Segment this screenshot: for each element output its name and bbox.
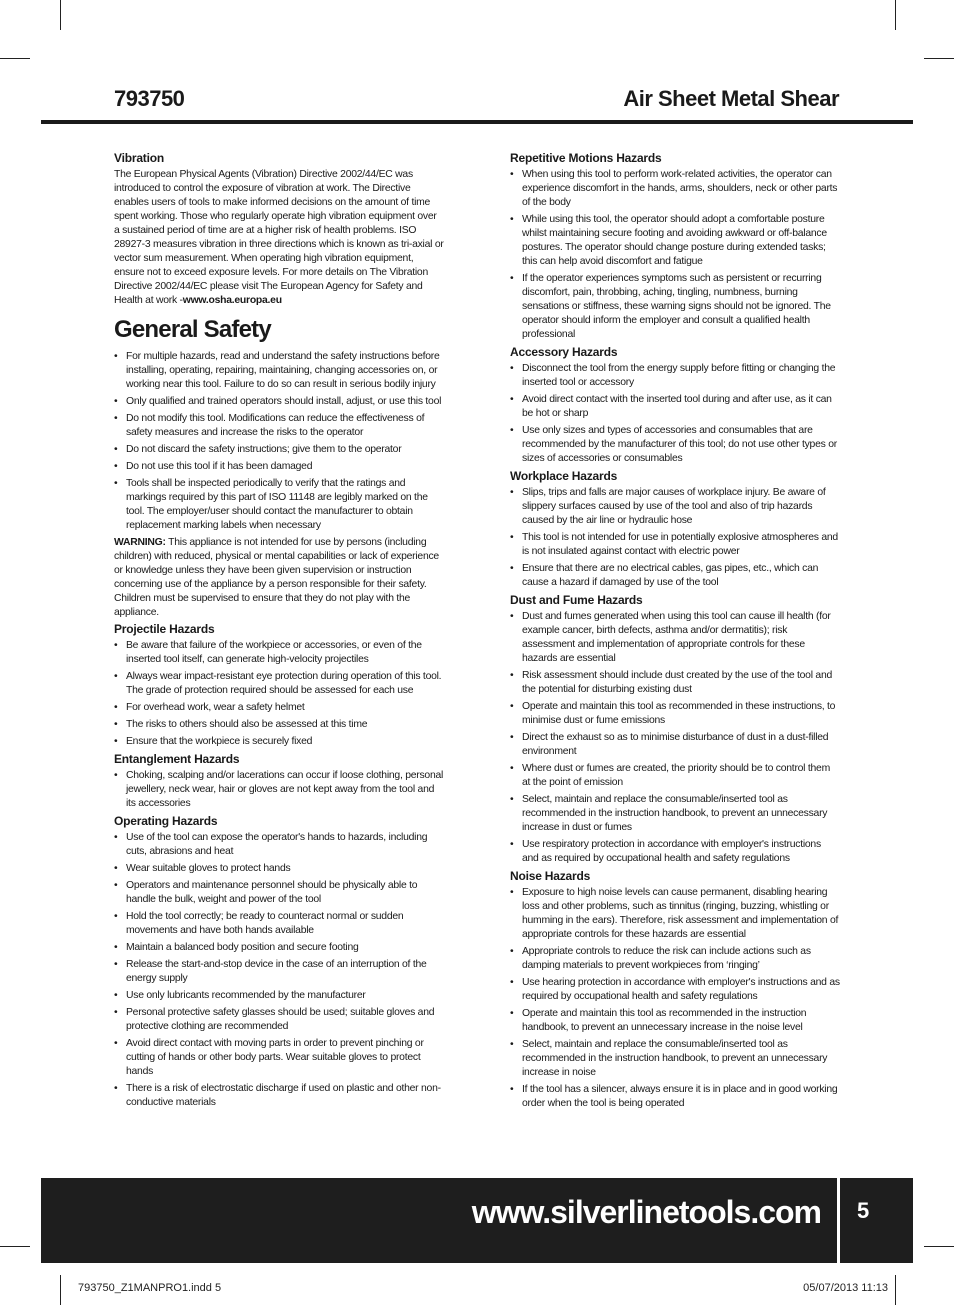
list-item: • Ensure that the workpiece is securely fixed bbox=[114, 735, 444, 749]
product-title: Air Sheet Metal Shear bbox=[623, 86, 839, 111]
operating-heading: Operating Hazards bbox=[114, 814, 218, 828]
list-item: • Slips, trips and falls are major causes of workplace injury. Be aware of slippery surfaces caused by use of the tool and also of trip hazards caused by the air line or hydraulic hose bbox=[510, 486, 840, 528]
list-item: • Disconnect the tool from the energy supply before fitting or changing the inserted tool or accessory bbox=[510, 362, 840, 390]
footer-bar bbox=[41, 1178, 913, 1263]
list-item: • Operate and maintain this tool as recommended in these instructions, to minimise dust or fume emissions bbox=[510, 700, 840, 728]
list-item: • For overhead work, wear a safety helmet bbox=[114, 701, 444, 715]
list-item: • Release the start-and-stop device in the case of an interruption of the energy supply bbox=[114, 958, 444, 986]
noise-list bbox=[510, 886, 840, 1111]
repetitive-heading: Repetitive Motions Hazards bbox=[510, 151, 662, 165]
list-item: • Ensure that there are no electrical cables, gas pipes, etc., which can cause a hazard if damaged by use of the tool bbox=[510, 562, 840, 590]
list-item: • Avoid direct contact with the inserted tool during and after use, as it can be hot or sharp bbox=[510, 393, 840, 421]
warning-paragraph: WARNING: This appliance is not intended for use by persons (including children) with reduced, physical or mental capabilities or lack of experience or knowledge unless they have been given supervision or instruction concerning use of the appliance by a person responsible for their safety. Children must be supervised to ensure that they do not play with the appliance. bbox=[114, 537, 439, 618]
crop-mark bbox=[895, 1275, 896, 1305]
list-item: • Select, maintain and replace the consumable/inserted tool as recommended in the instruction handbook, to prevent an unnecessary increase in noise bbox=[510, 1038, 840, 1080]
vibration-heading: Vibration bbox=[114, 151, 164, 165]
website-link[interactable]: www.silverlinetools.com bbox=[471, 1194, 821, 1230]
list-item: • Appropriate controls to reduce the risk can include actions such as damping materials to prevent workpieces from ‘ringing’ bbox=[510, 945, 840, 973]
entanglement-list bbox=[114, 769, 444, 811]
entanglement-heading: Entanglement Hazards bbox=[114, 752, 240, 766]
list-item: • Use of the tool can expose the operator's hands to hazards, including cuts, abrasions and heat bbox=[114, 831, 444, 859]
list-item: • Be aware that failure of the workpiece or accessories, or even of the inserted tool itself, can generate high-velocity projectiles bbox=[114, 639, 444, 667]
noise-heading: Noise Hazards bbox=[510, 869, 591, 883]
workplace-heading: Workplace Hazards bbox=[510, 469, 618, 483]
list-item: • Use only lubricants recommended by the manufacturer bbox=[114, 989, 444, 1003]
list-item: • Only qualified and trained operators should install, adjust, or use this tool bbox=[114, 395, 444, 409]
workplace-list bbox=[510, 486, 840, 590]
slug-filename: 793750_Z1MANPRO1.indd 5 bbox=[78, 1282, 222, 1294]
crop-mark bbox=[895, 0, 896, 30]
slug-datetime: 05/07/2013 11:13 bbox=[803, 1282, 888, 1294]
accessory-list bbox=[510, 362, 840, 466]
operating-list bbox=[114, 831, 444, 1110]
header-rule bbox=[41, 120, 913, 124]
projectile-heading: Projectile Hazards bbox=[114, 622, 215, 636]
product-code: 793750 bbox=[114, 86, 185, 111]
list-item: • Operate and maintain this tool as recommended in the instruction handbook, to prevent an unnecessary increase in the noise level bbox=[510, 1007, 840, 1035]
list-item: • Dust and fumes generated when using this tool can cause ill health (for example cancer, birth defects, asthma and/or dermatitis); risk assessment and implementation of appropriate controls for these hazards are essential bbox=[510, 610, 840, 666]
list-item: • When using this tool to perform work-related activities, the operator can experience discomfort in the hands, arms, shoulders, neck or other parts of the body bbox=[510, 168, 840, 210]
general-safety-list bbox=[114, 350, 444, 533]
list-item: • Maintain a balanced body position and secure footing bbox=[114, 941, 444, 955]
list-item: • Personal protective safety glasses should be used; suitable gloves and protective clothing are recommended bbox=[114, 1006, 444, 1034]
dust-heading: Dust and Fume Hazards bbox=[510, 593, 643, 607]
list-item: • Do not modify this tool. Modifications can reduce the effectiveness of safety measures and increase the risks to the operator bbox=[114, 412, 444, 440]
crop-mark bbox=[924, 1246, 954, 1247]
page-number: 5 bbox=[857, 1198, 870, 1223]
accessory-heading: Accessory Hazards bbox=[510, 345, 618, 359]
list-item: • Where dust or fumes are created, the priority should be to control them at the point of emission bbox=[510, 762, 840, 790]
list-item: • Exposure to high noise levels can cause permanent, disabling hearing loss and other problems, such as tinnitus (ringing, buzzing, whistling or humming in the ears). Therefore, risk assessment and implementation of appropriate controls for these hazards are essential bbox=[510, 886, 840, 942]
list-item: • Use hearing protection in accordance with employer's instructions and as required by occupational health and safety regulations bbox=[510, 976, 840, 1004]
list-item: • Hold the tool correctly; be ready to counteract normal or sudden movements and have both hands available bbox=[114, 910, 444, 938]
warning-label: WARNING: bbox=[114, 537, 166, 548]
osha-link[interactable]: www.osha.europa.eu bbox=[182, 295, 282, 306]
list-item: • Choking, scalping and/or lacerations can occur if loose clothing, personal jewellery, neck wear, hair or gloves are not kept away from the tool and its accessories bbox=[114, 769, 444, 811]
right-column bbox=[510, 151, 840, 1114]
list-item: • Tools shall be inspected periodically to verify that the ratings and markings required by this part of ISO 11148 are legibly marked on the tool. The employer/user should contact the manufacturer to obtain replacement marking labels when necessary bbox=[114, 477, 444, 533]
crop-mark bbox=[60, 1275, 61, 1305]
list-item: • Always wear impact-resistant eye protection during operation of this tool. The grade of protection required should be assessed for each use bbox=[114, 670, 444, 698]
crop-mark bbox=[0, 1246, 30, 1247]
list-item: • Wear suitable gloves to protect hands bbox=[114, 862, 444, 876]
crop-mark bbox=[924, 58, 954, 59]
list-item: • Avoid direct contact with moving parts in order to prevent pinching or cutting of hands or other body parts. Wear suitable gloves to protect hands bbox=[114, 1037, 444, 1079]
dust-list bbox=[510, 610, 840, 866]
list-item: • Do not use this tool if it has been damaged bbox=[114, 460, 444, 474]
list-item: • This tool is not intended for use in potentially explosive atmospheres and is not insulated against contact with electric power bbox=[510, 531, 840, 559]
list-item: • If the operator experiences symptoms such as persistent or recurring discomfort, pain, throbbing, aching, tingling, numbness, burning sensations or stiffness, these warning signs should not be ignored. The operator should inform the employer and consult a qualified health professional bbox=[510, 272, 840, 342]
projectile-list bbox=[114, 639, 444, 749]
list-item: • The risks to others should also be assessed at this time bbox=[114, 718, 444, 732]
crop-mark bbox=[0, 58, 30, 59]
list-item: • Use respiratory protection in accordance with employer's instructions and as required by occupational health and safety regulations bbox=[510, 838, 840, 866]
list-item: • While using this tool, the operator should adopt a comfortable posture whilst maintaining secure footing and avoiding awkward or off-balance postures. The operator should change posture during extended tasks; this can help avoid discomfort and fatigue bbox=[510, 213, 840, 269]
list-item: • Do not discard the safety instructions; give them to the operator bbox=[114, 443, 444, 457]
general-safety-heading: General Safety bbox=[114, 316, 271, 343]
crop-mark bbox=[60, 0, 61, 30]
list-item: • Risk assessment should include dust created by the use of the tool and the potential for disturbing existing dust bbox=[510, 669, 840, 697]
list-item: • There is a risk of electrostatic discharge if used on plastic and other non-conductive materials bbox=[114, 1082, 444, 1110]
list-item: • If the tool has a silencer, always ensure it is in place and in good working order when the tool is being operated bbox=[510, 1083, 840, 1111]
left-column bbox=[114, 151, 444, 1113]
vibration-text: The European Physical Agents (Vibration) Directive 2002/44/EC was introduced to control the exposure of vibration at work. The Directive enables users of tools to make informed decisions on the amount of time spent working. Those who regularly operate high vibration equipment over a sustained period of time are at a higher risk of health problems. ISO 28927-3 measures vibration in three directions which is known as tri-axial or vector sum measurement. When operating high vibration equipment, ensure not to exceed exposure levels. For more details on The Vibration Directive 2002/44/EC please visit The European Agency for Safety and Health at work -www.osha.europa.eu bbox=[114, 169, 444, 306]
list-item: • Use only sizes and types of accessories and consumables that are recommended by the manufacturer of this tool; do not use other types or sizes of accessories or consumables bbox=[510, 424, 840, 466]
list-item: • Operators and maintenance personnel should be physically able to handle the bulk, weight and power of the tool bbox=[114, 879, 444, 907]
repetitive-list bbox=[510, 168, 840, 342]
footer-divider bbox=[837, 1178, 840, 1263]
list-item: • For multiple hazards, read and understand the safety instructions before installing, operating, repairing, maintaining, changing accessories on, or working near this tool. Failure to do so can result in serious bodily injury bbox=[114, 350, 444, 392]
list-item: • Select, maintain and replace the consumable/inserted tool as recommended in the instruction handbook, to prevent an unnecessary increase in dust or fumes bbox=[510, 793, 840, 835]
list-item: • Direct the exhaust so as to minimise disturbance of dust in a dust-filled environment bbox=[510, 731, 840, 759]
page-header bbox=[41, 84, 913, 124]
